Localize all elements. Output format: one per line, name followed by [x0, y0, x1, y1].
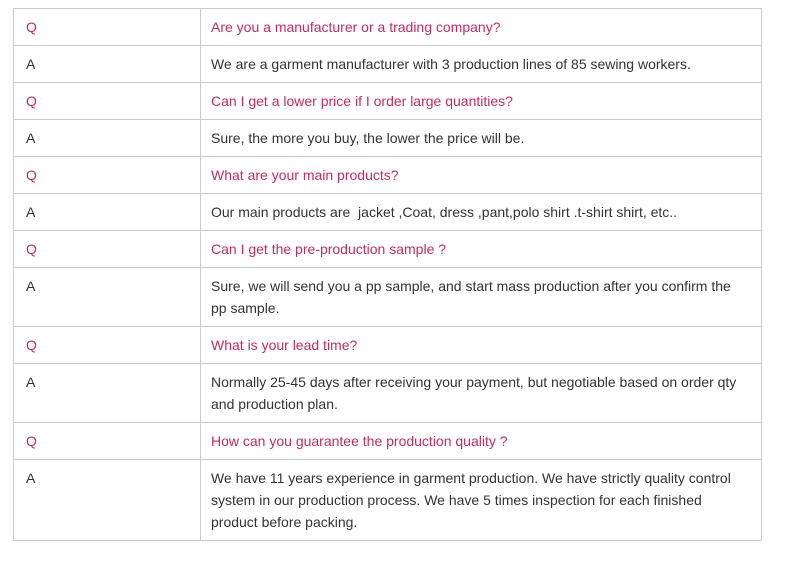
- qa-text: Sure, we will send you a pp sample, and start mass production after you confirm the pp sample.: [201, 268, 762, 327]
- faq-table-body: [14, 9, 762, 541]
- qa-text: What are your main products?: [201, 157, 762, 194]
- qa-label: A: [14, 46, 201, 83]
- qa-label: Q: [14, 231, 201, 268]
- question-row: [14, 83, 762, 120]
- question-row: [14, 9, 762, 46]
- qa-label: A: [14, 460, 201, 541]
- qa-label: Q: [14, 83, 201, 120]
- qa-label: Q: [14, 157, 201, 194]
- answer-row: [14, 120, 762, 157]
- answer-row: [14, 46, 762, 83]
- qa-label: Q: [14, 9, 201, 46]
- question-row: [14, 423, 762, 460]
- question-row: [14, 327, 762, 364]
- qa-text: Can I get a lower price if I order large quantities?: [201, 83, 762, 120]
- qa-label: Q: [14, 423, 201, 460]
- qa-text: Can I get the pre-production sample ?: [201, 231, 762, 268]
- qa-text: What is your lead time?: [201, 327, 762, 364]
- qa-text: Normally 25-45 days after receiving your payment, but negotiable based on order qty and production plan.: [201, 364, 762, 423]
- qa-text: Our main products are jacket ,Coat, dress ,pant,polo shirt .t-shirt shirt, etc..: [201, 194, 762, 231]
- faq-table: [13, 8, 762, 541]
- answer-row: [14, 268, 762, 327]
- qa-text: Are you a manufacturer or a trading company?: [201, 9, 762, 46]
- answer-row: [14, 460, 762, 541]
- qa-label: A: [14, 268, 201, 327]
- question-row: [14, 231, 762, 268]
- question-row: [14, 157, 762, 194]
- qa-text: How can you guarantee the production quality ?: [201, 423, 762, 460]
- answer-row: [14, 364, 762, 423]
- qa-label: Q: [14, 327, 201, 364]
- qa-text: We have 11 years experience in garment production. We have strictly quality control system in our production process. We have 5 times inspection for each finished product before packing.: [201, 460, 762, 541]
- qa-label: A: [14, 194, 201, 231]
- qa-text: We are a garment manufacturer with 3 production lines of 85 sewing workers.: [201, 46, 762, 83]
- answer-row: [14, 194, 762, 231]
- qa-label: A: [14, 364, 201, 423]
- qa-text: Sure, the more you buy, the lower the price will be.: [201, 120, 762, 157]
- qa-label: A: [14, 120, 201, 157]
